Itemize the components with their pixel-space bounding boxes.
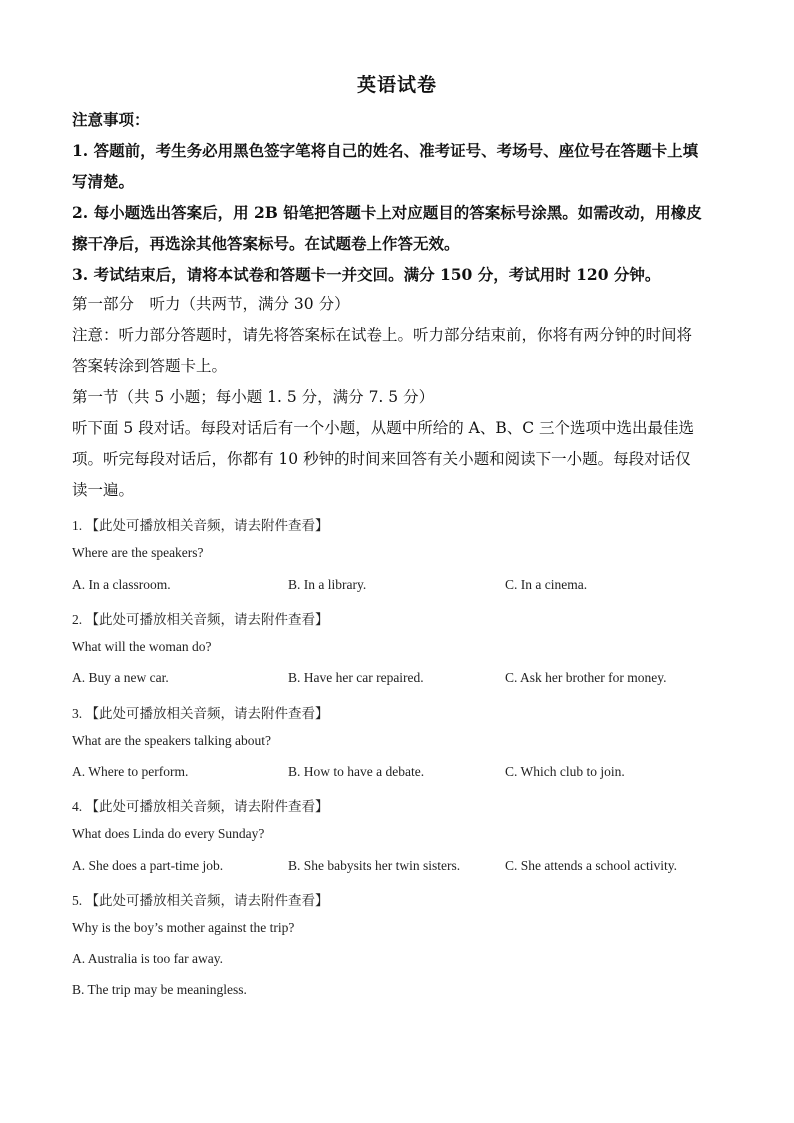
- part1-heading: 第一部分 听力（共两节，满分 30 分）: [72, 295, 350, 313]
- part1-note-line: 注意：听力部分答题时，请先将答案标在试卷上。听力部分结束前，你将有两分钟的时间将: [72, 326, 693, 344]
- option-a[interactable]: A. In a classroom.: [72, 577, 171, 592]
- section1-instruction-line: 听下面 5 段对话。每段对话后有一个小题，从题中所给的 A、B、C 三个选项中选出最佳选: [72, 419, 695, 437]
- section1-heading: 第一节（共 5 小题；每小题 1. 5 分，满分 7. 5 分）: [72, 388, 435, 406]
- option-b[interactable]: B. Have her car repaired.: [288, 670, 424, 685]
- option-a[interactable]: A. Australia is too far away.: [72, 951, 223, 966]
- audio-placeholder[interactable]: 5. 【此处可播放相关音频，请去附件查看】: [72, 893, 329, 908]
- audio-placeholder[interactable]: 1. 【此处可播放相关音频，请去附件查看】: [72, 518, 329, 533]
- notice-line: 2. 每小题选出答案后，用 2B 铅笔把答题卡上对应题目的答案标号涂黑。如需改动，用橡皮: [72, 203, 702, 222]
- notice-line: 写清楚。: [72, 172, 135, 191]
- question-text: Where are the speakers?: [72, 545, 204, 560]
- option-a[interactable]: A. Where to perform.: [72, 764, 189, 779]
- notice-line: 3. 考试结束后，请将本试卷和答题卡一并交回。满分 150 分，考试用时 120 分钟。: [72, 265, 661, 284]
- option-c[interactable]: C. She attends a school activity.: [505, 858, 677, 873]
- option-c[interactable]: C. In a cinema.: [505, 577, 588, 592]
- option-a[interactable]: A. She does a part-time job.: [72, 858, 224, 873]
- notice-line: 1. 答题前，考生务必用黑色签字笔将自己的姓名、准考证号、考场号、座位号在答题卡上填: [72, 141, 699, 160]
- question-text: What will the woman do?: [72, 639, 212, 654]
- option-c[interactable]: C. Which club to join.: [505, 764, 625, 779]
- question-text: Why is the boy’s mother against the trip?: [72, 920, 295, 935]
- page-title: 英语试卷: [356, 74, 437, 96]
- notice-line: 擦干净后，再选涂其他答案标号。在试题卷上作答无效。: [72, 234, 460, 253]
- option-b[interactable]: B. How to have a debate.: [288, 764, 425, 779]
- section1-instruction-line: 项。听完每段对话后，你都有 10 秒钟的时间来回答有关小题和阅读下一小题。每段对话仅: [72, 450, 691, 468]
- option-b[interactable]: B. In a library.: [288, 577, 367, 592]
- notice-heading: 注意事项：: [72, 110, 150, 129]
- option-b[interactable]: B. The trip may be meaningless.: [72, 982, 247, 997]
- question-text: What does Linda do every Sunday?: [72, 826, 265, 841]
- audio-placeholder[interactable]: 2. 【此处可播放相关音频，请去附件查看】: [72, 612, 329, 627]
- option-c[interactable]: C. Ask her brother for money.: [505, 670, 667, 685]
- option-a[interactable]: A. Buy a new car.: [72, 670, 169, 685]
- part1-section: [72, 289, 722, 506]
- notice-section: [72, 104, 722, 290]
- audio-placeholder[interactable]: 4. 【此处可播放相关音频，请去附件查看】: [72, 799, 329, 814]
- audio-placeholder[interactable]: 3. 【此处可播放相关音频，请去附件查看】: [72, 706, 329, 721]
- part1-note-line: 答案转涂到答题卡上。: [72, 357, 228, 375]
- option-b[interactable]: B. She babysits her twin sisters.: [288, 858, 461, 873]
- section1-instruction-line: 读一遍。: [72, 481, 135, 499]
- question-text: What are the speakers talking about?: [72, 733, 272, 748]
